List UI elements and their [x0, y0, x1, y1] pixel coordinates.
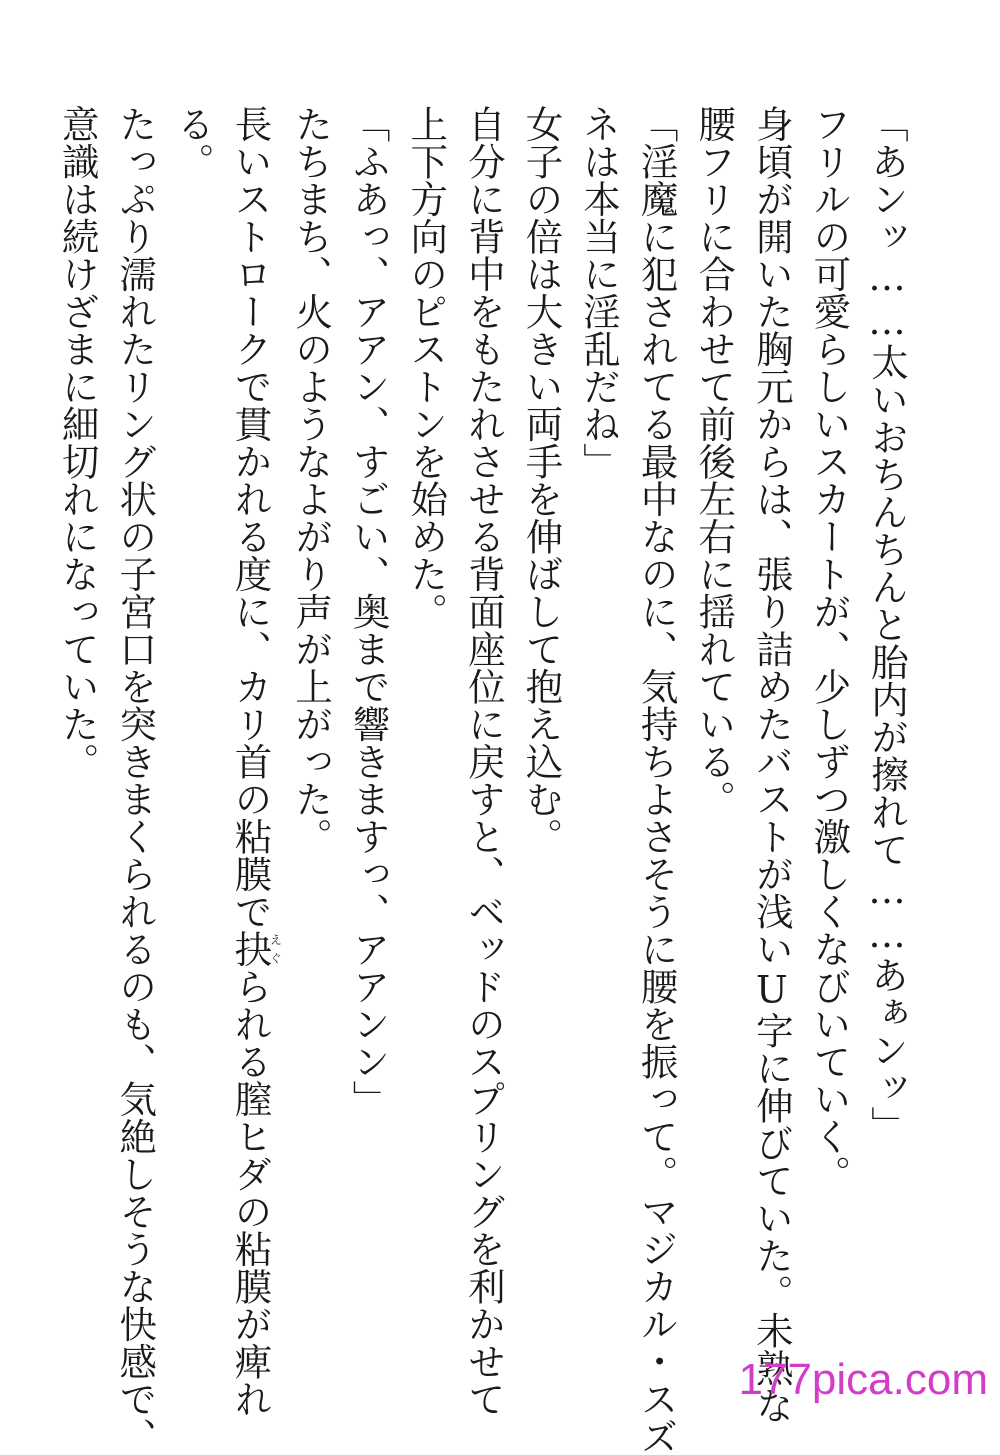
text-line: 「あンッ……太いおちんちんと胎内が擦れて……あぁンッ」 — [865, 105, 909, 1144]
text-line: ネは本当に淫乱だね」 — [577, 105, 622, 480]
text-line-with-ruby — [221, 105, 283, 1418]
text-line: たっぷり濡れたリング状の子宮口を突きまくられるのも、気絶しそうな快感で、 — [113, 105, 158, 1455]
text-line: 「ふあっ、アアン、すごい、奥まで響きますっ、アアンン」 — [346, 105, 391, 1118]
ruby-annotation — [228, 930, 283, 968]
text-line: 腰フリに合わせて前後左右に揺れている。 — [692, 105, 737, 818]
text-segment: られる膣ヒダの粘膜が痺れ — [228, 967, 273, 1418]
text-line: 意識は続けざまに細切れになっていた。 — [55, 105, 100, 780]
text-line: 「淫魔に犯されてる最中なのに、気持ちよさそうに腰を振って。マジカル・スズ — [634, 105, 679, 1455]
text-segment: 長いストロークで貫かれる度に、カリ首の粘膜で — [228, 105, 273, 930]
text-line: フリルの可愛らしいスカートが、少しずつ激しくなびいていく。 — [807, 105, 852, 1193]
watermark: 177pica.com — [738, 1355, 988, 1404]
text-line: る。 — [170, 105, 215, 180]
text-line: 上下方向のピストンを始めた。 — [404, 105, 449, 630]
text-line: 身頃が開いた胸元からは、張り詰めたバストが浅いU字に伸びていた。未熟な — [749, 105, 794, 1424]
text-line: たちまち、火のようなよがり声が上がった。 — [289, 105, 334, 855]
ruby-base-text: 抉 — [228, 930, 273, 968]
text-line: 自分に背中をもたれさせる背面座位に戻すと、ベッドのスプリングを利かせて — [461, 105, 506, 1418]
ruby-reading: えぐ — [268, 930, 283, 968]
text-line: 女子の倍は大きい両手を伸ばして抱え込む。 — [519, 105, 564, 855]
